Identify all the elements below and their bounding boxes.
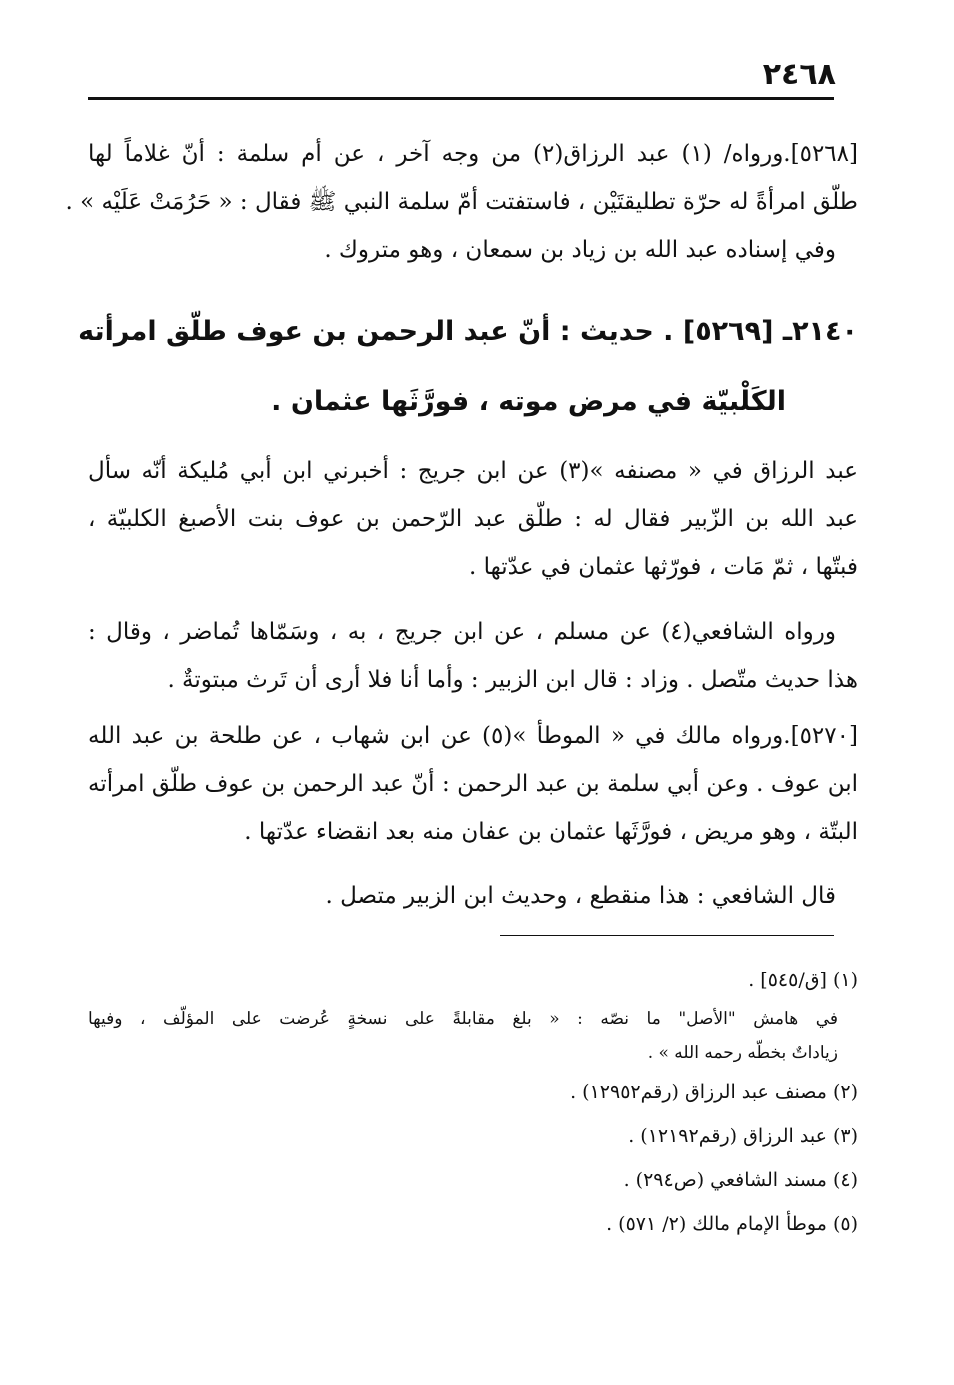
- heading-line: الكَلْبيّة في مرض موته ، فورَّثَها عثمان .: [271, 386, 786, 417]
- footnote-5: (٥) موطأ الإمام مالك (٢/ ٥٧١) .: [606, 1213, 858, 1235]
- text-line: وفي إسناده عبد الله بن زياد بن سمعان ، وهو متروك .: [324, 237, 836, 263]
- footnote-2: (٢) مصنف عبد الرزاق (رقم١٢٩٥٢) .: [570, 1081, 858, 1103]
- text-line: قال الشافعي : هذا منقطع ، وحديث ابن الزبير متصل .: [325, 883, 836, 909]
- text-line: هذا حديث متّصل . وزاد : قال ابن الزبير : وأما أنا فلا أرى أن تَرث مبتوتةٌ .: [167, 667, 858, 693]
- paragraph-abdulrazzaq: [88, 447, 858, 591]
- header-rule: [88, 97, 834, 100]
- text-line: [٥٢٦٨].ورواه/ (١) عبد الرزاق(٢) من وجه آخر ، عن أم سلمة : أنّ غلاماً لها: [88, 141, 858, 167]
- footnote-1: (١) [ق/٥٤٥] .: [748, 969, 858, 991]
- footnote-4: (٤) مسند الشافعي (ص٢٩٤) .: [623, 1169, 858, 1191]
- text-line: ابن عوف . وعن أبي سلمة بن عبد الرحمن : أنّ عبد الرحمن بن عوف طلّق امرأته: [88, 771, 858, 797]
- footnote-rule: [500, 935, 834, 936]
- page-number: ٢٤٦٨: [762, 57, 836, 92]
- paragraph-shafii: [88, 608, 858, 704]
- paragraph-5270: [88, 712, 858, 856]
- text-line: فبتّها ، ثمّ مَات ، فورّثها عثمان في عدّتها .: [469, 554, 858, 580]
- paragraph-5268: [65, 130, 858, 274]
- text-line: عبد الرزاق في « مصنفه »(٣) عن ابن جريج : أخبرني ابن أبي مُليكة أنّه سأل: [88, 458, 858, 484]
- hadith-heading-2140: [78, 297, 858, 437]
- footnote-1-note-line: زياداتٌ بخطّه رحمه الله » .: [647, 1043, 838, 1063]
- footnote-3: (٣) عبد الرزاق (رقم١٢١٩٢) .: [628, 1125, 858, 1147]
- text-line: طلّق امرأةً له حرّة تطليقتَيْن ، فاستفتت أمّ سلمة النبي ﷺ فقال : « حَرُمَتْ عَلَيْه » .: [65, 189, 858, 215]
- text-line: [٥٢٧٠].ورواه مالك في « الموطأ »(٥) عن ابن شهاب ، عن طلحة بن عبد الله: [88, 723, 858, 749]
- text-line: البتّة ، وهو مريض ، فورَّثَها عثمان بن عفان منه بعد انقضاء عدّتها .: [244, 819, 858, 845]
- paragraph-shafii-comment: [88, 872, 858, 920]
- text-line: عبد الله بن الزّبير فقال له : طلّق عبد الرّحمن بن عوف بنت الأصبغ الكلبيّة ،: [88, 506, 858, 532]
- footnote-1-note-line: في هامش "الأصل" ما نصّه : « بلغ مقابلةً على نسخةٍ عُرضت على المؤلّف ، وفيها: [88, 1009, 838, 1029]
- heading-line: ٢١٤٠ـ [٥٢٦٩] . حديث : أنّ عبد الرحمن بن عوف طلّق امرأته: [78, 316, 858, 347]
- text-line: ورواه الشافعي(٤) عن مسلم ، عن ابن جريج ، به ، وسَمّاها تُماضر ، وقال :: [88, 619, 836, 645]
- footnotes: [88, 958, 858, 1246]
